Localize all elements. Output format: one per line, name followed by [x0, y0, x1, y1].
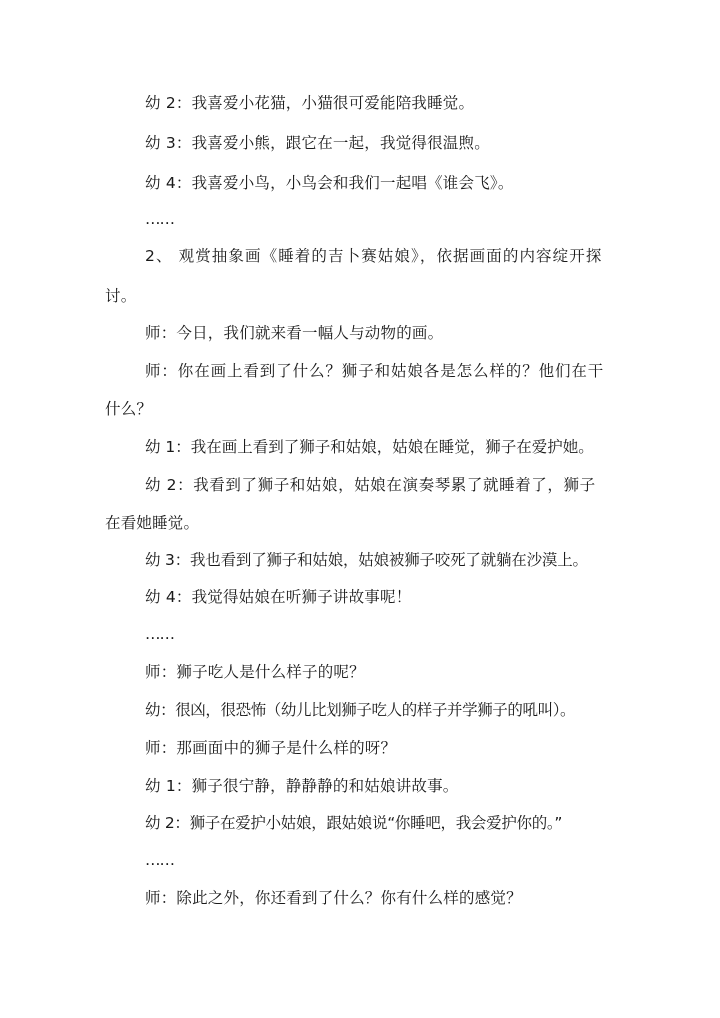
dialogue-line-continuation: 在看她睡觉。 — [105, 514, 200, 532]
dialogue-line: 师：那画面中的狮子是什么样的呀？ — [145, 739, 397, 757]
dialogue-line: 师：今日，我们就来看一幅人与动物的画。 — [145, 324, 444, 342]
dialogue-line: 幼 2：狮子在爱护小姑娘，跟姑娘说“你睡吧，我会爱护你的。” — [145, 814, 563, 832]
dialogue-line-continuation: 什么？ — [105, 400, 153, 418]
ellipsis: …… — [145, 210, 174, 228]
dialogue-line: 幼 4：我觉得姑娘在听狮子讲故事呢！ — [145, 588, 412, 606]
dialogue-line: 幼 4：我喜爱小鸟，小鸟会和我们一起唱《谁会飞》。 — [145, 174, 514, 192]
dialogue-line: 幼：很凶，很恐怖（幼儿比划狮子吃人的样子并学狮子的吼叫）。 — [145, 701, 576, 719]
dialogue-line: 师：你在画上看到了什么？狮子和姑娘各是怎么样的？他们在干 — [145, 362, 605, 380]
ellipsis: …… — [145, 625, 174, 643]
dialogue-line: 幼 3：我也看到了狮子和姑娘，姑娘被狮子咬死了就躺在沙漠上。 — [145, 551, 588, 569]
dialogue-line: 幼 1：我在画上看到了狮子和姑娘，姑娘在睡觉，狮子在爱护她。 — [145, 438, 594, 456]
dialogue-line: 师：除此之外，你还看到了什么？你有什么样的感觉？ — [145, 889, 522, 907]
dialogue-line: 幼 1：狮子很宁静，静静静的和姑娘讲故事。 — [145, 777, 459, 795]
dialogue-line: 师：狮子吃人是什么样子的呢？ — [145, 663, 365, 681]
dialogue-line: 幼 2：我看到了狮子和姑娘，姑娘在演奏琴累了就睡着了，狮子 — [145, 476, 596, 494]
ellipsis: …… — [145, 851, 174, 869]
section-heading-line-1: 2、 观赏抽象画《睡着的吉卜赛姑娘》，依据画面的内容绽开探 — [145, 247, 603, 265]
section-heading-line-2: 讨。 — [105, 287, 137, 305]
dialogue-line: 幼 2：我喜爱小花猫，小猫很可爱能陪我睡觉。 — [145, 94, 475, 112]
dialogue-line: 幼 3：我喜爱小熊，跟它在一起，我觉得很温煦。 — [145, 134, 490, 152]
